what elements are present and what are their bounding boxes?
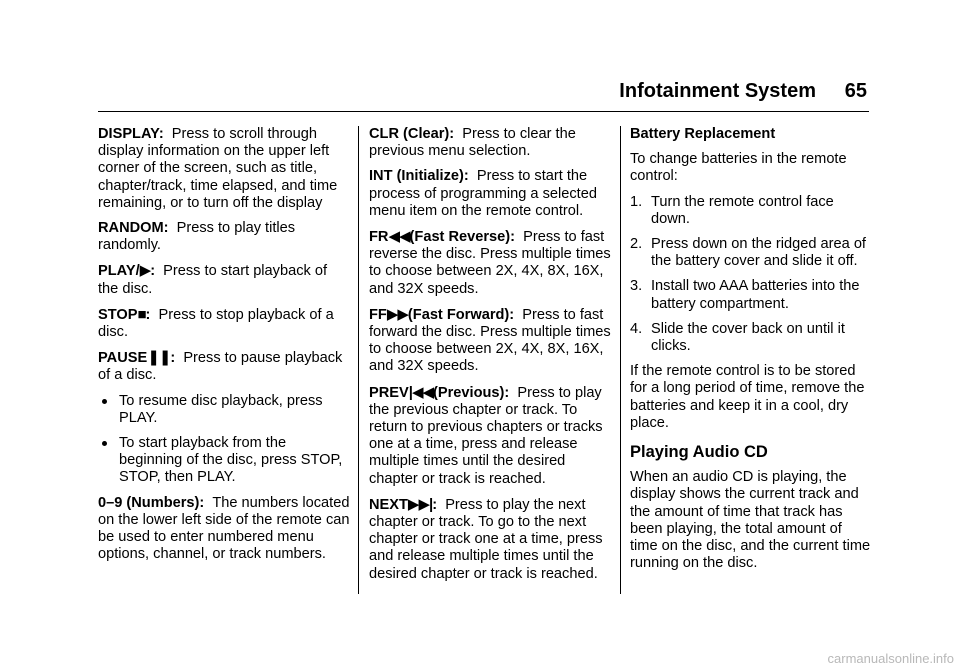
pause-colon: :	[170, 350, 176, 367]
ff-term: FF	[369, 306, 387, 323]
display-term: DISPLAY:	[98, 126, 164, 142]
watermark: carmanualsonline.info	[827, 651, 954, 666]
pause-text: Press to pause playback of a disc.	[98, 350, 343, 384]
int-term: INT (Initialize):	[369, 168, 469, 185]
step-item	[630, 236, 872, 270]
cd-heading: Playing Audio CD	[630, 443, 768, 462]
step-text: Slide the cover back on until it clicks.	[651, 320, 845, 355]
fr-term: FR	[369, 229, 389, 246]
previous-icon: |◀◀	[408, 383, 434, 401]
step-number: 4.	[630, 320, 643, 337]
step-text: Install two AAA batteries into the battery compartment.	[651, 278, 860, 312]
play-colon: :	[150, 263, 156, 280]
column-divider-2	[620, 126, 621, 594]
fast-forward-icon: ▶▶	[386, 305, 408, 323]
stop-entry	[98, 306, 350, 341]
next-icon: ▶▶|	[407, 495, 433, 513]
random-text: Press to play titles randomly.	[98, 220, 296, 254]
stop-term: STOP	[98, 306, 138, 323]
column-2	[369, 126, 611, 591]
stop-text: Press to stop playback of a disc.	[98, 306, 334, 341]
page-number: 65	[844, 80, 867, 102]
prev-text: Press to play the previous chapter or track. To return to previous chapters or tracks one at a time, press and release multiple times until the desired chapter or track is reached.	[369, 384, 603, 487]
play-entry	[98, 262, 350, 297]
header-rule	[98, 111, 869, 112]
step-item	[630, 194, 872, 228]
bullet-item: To resume disc playback, press PLAY.	[98, 393, 350, 427]
next-text: Press to play the next chapter or track. To go to the next chapter or track one at a time, press and release multiple times until the desired chapter or track is reached.	[369, 496, 603, 582]
numbers-term: 0–9 (Numbers):	[98, 494, 205, 511]
fast-reverse-icon: ◀◀	[388, 228, 410, 246]
section-title: Infotainment System	[619, 80, 816, 102]
play-icon: ▶	[139, 262, 151, 280]
fr-term-label: (Fast Reverse):	[409, 229, 515, 246]
step-number: 2.	[630, 236, 643, 253]
fr-text: Press to fast reverse the disc. Press multiple times to choose between 2X, 4X, 8X, 16X, and 32X speeds.	[369, 229, 611, 297]
battery-intro: To change batteries in the remote control:	[630, 151, 847, 185]
next-term: NEXT	[369, 496, 408, 513]
battery-heading: Battery Replacement	[630, 126, 776, 142]
int-text: Press to start the process of programming a selected menu item on the remote control.	[369, 168, 597, 219]
prev-term: PREV	[369, 384, 409, 401]
fr-entry	[369, 228, 611, 298]
bullet-item: To start playback from the beginning of the disc, press STOP, STOP, then PLAY.	[98, 435, 350, 487]
page-header	[0, 76, 960, 108]
numbers-entry	[98, 495, 350, 564]
pause-entry	[98, 349, 350, 384]
storage-text: If the remote control is to be stored for a long period of time, remove the batteries and keep it in a cool, dry place.	[630, 363, 865, 431]
stop-icon: ■	[137, 305, 146, 323]
prev-entry	[369, 384, 611, 488]
step-item	[630, 321, 872, 355]
pause-icon: ❚❚	[147, 349, 171, 367]
ff-term-label: (Fast Forward):	[407, 306, 515, 323]
random-entry	[98, 220, 350, 254]
ff-entry	[369, 306, 611, 376]
stop-colon: :	[145, 306, 151, 323]
column-3	[630, 126, 872, 580]
prev-term-label: (Previous):	[433, 384, 510, 401]
step-text: Press down on the ridged area of the battery cover and slide it off.	[651, 236, 866, 270]
clr-text: Press to clear the previous menu selection.	[369, 126, 576, 160]
column-divider-1	[358, 126, 359, 594]
next-entry	[369, 496, 611, 583]
numbers-text: The numbers located on the lower left side of the remote can be used to enter numbered menu options, channel, or track numbers.	[98, 494, 350, 563]
display-entry	[98, 126, 350, 212]
step-number: 3.	[630, 278, 643, 295]
ff-text: Press to fast forward the disc. Press multiple times to choose between 2X, 4X, 8X, 16X, and 32X speeds.	[369, 306, 611, 375]
clr-term: CLR (Clear):	[369, 126, 455, 142]
pause-term: PAUSE	[98, 350, 148, 367]
step-text: Turn the remote control face down.	[651, 193, 834, 227]
step-number: 1.	[630, 193, 643, 210]
random-term: RANDOM:	[98, 220, 169, 237]
int-entry	[369, 168, 611, 220]
column-1	[98, 126, 350, 571]
cd-text: When an audio CD is playing, the display shows the current track and the amount of time that track has been playing, the total amount of time on the disc, and the current time running on the disc.	[630, 469, 871, 572]
play-text: Press to start playback of the disc.	[98, 263, 328, 297]
clr-entry	[369, 126, 611, 160]
next-colon: :	[432, 496, 438, 513]
play-term: PLAY/	[98, 263, 140, 280]
step-item	[630, 278, 872, 312]
display-text: Press to scroll through display information on the upper left corner of the screen, such as title, chapter/track, time elapsed, and time remaining, or to turn off the display	[98, 126, 338, 211]
